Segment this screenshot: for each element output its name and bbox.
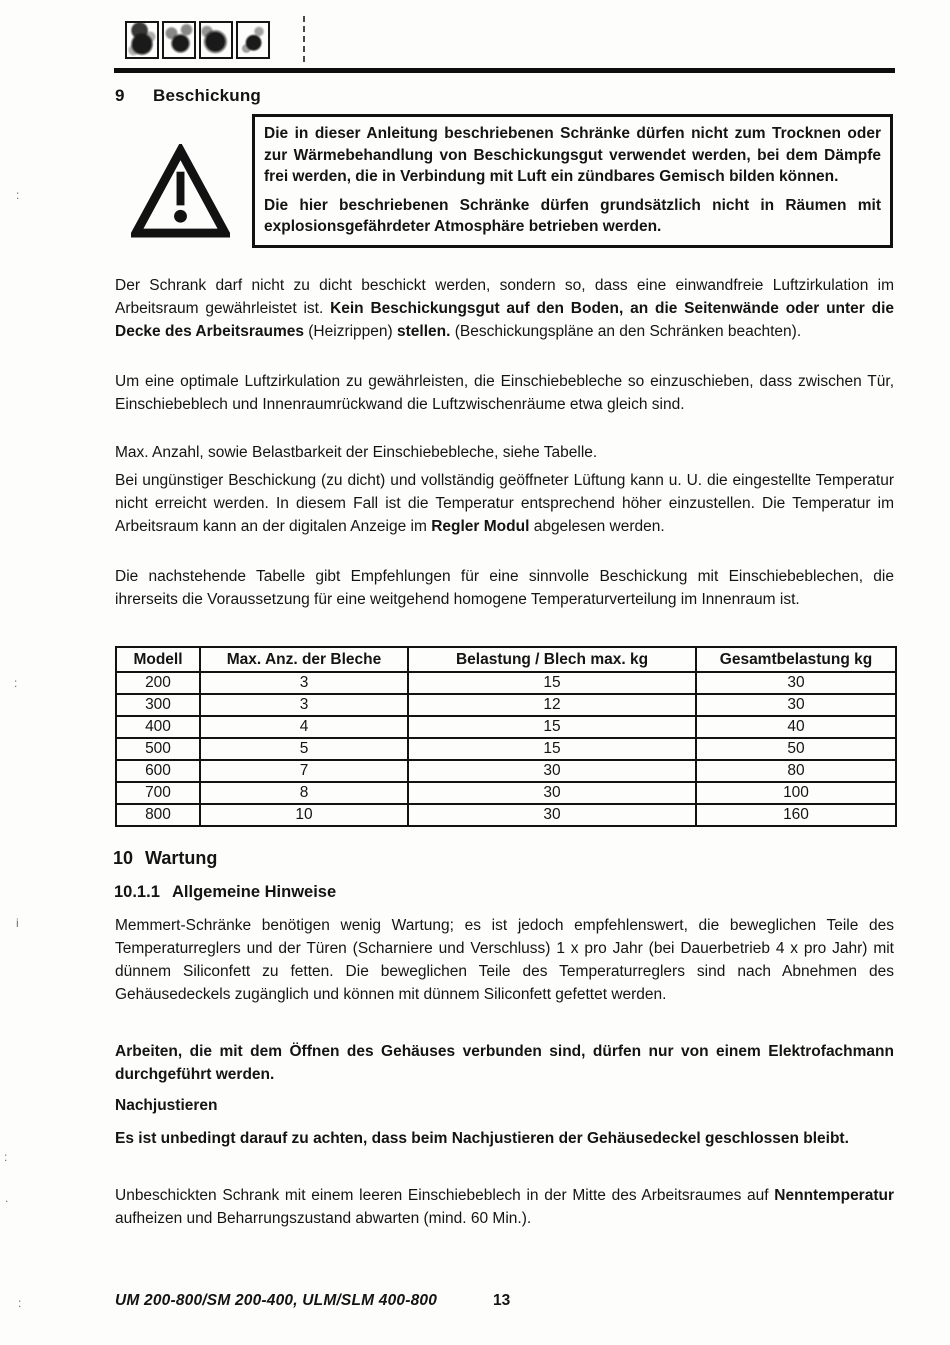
- section-number: 10: [113, 848, 134, 868]
- table-cell: 400: [116, 716, 200, 738]
- table-cell: 800: [116, 804, 200, 826]
- section-heading-beschickung: [115, 86, 261, 106]
- table-cell: 8: [200, 782, 408, 804]
- table-row: [116, 782, 896, 804]
- bold-text-run: Regler Modul: [431, 518, 530, 535]
- scan-artifact-mark: :: [18, 1296, 22, 1310]
- paragraph: [115, 1127, 894, 1150]
- table-header-cell: Belastung / Blech max. kg: [408, 647, 696, 672]
- scan-artifact-mark: :: [4, 1150, 8, 1164]
- text-run: (Heizrippen): [303, 323, 397, 340]
- paragraph: [115, 914, 894, 1006]
- table-cell: 15: [408, 672, 696, 694]
- table-header-row: [116, 647, 896, 672]
- table-cell: 700: [116, 782, 200, 804]
- text-run: Der Schrank darf nicht zu dicht beschickt werden, sondern so, dass eine einwandfreie Luftzirkulation im Arbeitsraum gewährleistet ist.: [115, 277, 894, 317]
- subsection-number: 10.1.1: [114, 883, 160, 901]
- logo-square-icon: [199, 21, 233, 59]
- table-body: [116, 672, 896, 826]
- table-cell: 100: [696, 782, 896, 804]
- table-cell: 600: [116, 760, 200, 782]
- bold-text-run: stellen.: [397, 323, 451, 340]
- warning-triangle-icon: [131, 144, 230, 245]
- bold-text-run: Kein Beschickungsgut auf den Boden, an die Seitenwände oder unter die Decke des Arbeitsraumes: [115, 300, 895, 340]
- table-cell: 3: [200, 694, 408, 716]
- scan-artifact-mark: .: [5, 1191, 9, 1205]
- table-row: [116, 804, 896, 826]
- warning-box: [252, 114, 893, 248]
- paragraph: [115, 469, 894, 538]
- warning-paragraph: Die in dieser Anleitung beschriebenen Schränke dürfen nicht zum Trocknen oder zur Wärmebehandlung von Beschickungsgut verwendet werden, bei dem Dämpfe frei werden, die in Verbindung mit Luft ein zündbares Gemisch bilden können.: [264, 125, 881, 185]
- section-heading-wartung: [113, 848, 217, 869]
- paragraph: [115, 370, 894, 416]
- text-run: (Beschickungspläne an den Schränken beachten).: [450, 323, 802, 340]
- heading-nachjustieren: Nachjustieren: [115, 1097, 218, 1114]
- memmert-logo-icon: [125, 21, 273, 59]
- scan-artifact-mark: :: [16, 188, 20, 202]
- bold-text-run: Arbeiten, die mit dem Öffnen des Gehäuses verbunden sind, dürfen nur von einem Elektrofachmann durchgeführt werden.: [115, 1043, 894, 1083]
- table-cell: 15: [408, 738, 696, 760]
- subsection-heading-allgemeine-hinweise: [114, 883, 336, 902]
- paragraph: [115, 1040, 894, 1086]
- section-title: Beschickung: [153, 86, 262, 105]
- table-header-cell: Modell: [116, 647, 200, 672]
- logo-square-icon: [236, 21, 270, 59]
- table-cell: 4: [200, 716, 408, 738]
- table-cell: 40: [696, 716, 896, 738]
- scan-artifact-dashed-line: [303, 16, 305, 62]
- table-cell: 15: [408, 716, 696, 738]
- text-run: aufheizen und Beharrungszustand abwarten (mind. 60 Min.).: [115, 1210, 532, 1227]
- table-cell: 160: [696, 804, 896, 826]
- logo-square-icon: [162, 21, 196, 59]
- text-run: Memmert-Schränke benötigen wenig Wartung; es ist jedoch empfehlenswert, die beweglichen Teile des Temperaturreglers und der Türen (Scharniere und Verschluss) 1 x pro Jahr (bei Dauerbetrieb 4 x pro Jahr) mit dünnem Siliconfett zu fetten. Die beweglichen Teile des Temperaturreglers sind nach Abnehmen des Gehäusedeckels zugänglich und können mit dünnem Siliconfett gefettet werden.: [115, 917, 894, 1003]
- table-cell: 500: [116, 738, 200, 760]
- bold-text-run: Es ist unbedingt darauf zu achten, dass beim Nachjustieren der Gehäusedeckel geschlossen bleibt.: [115, 1130, 849, 1147]
- table-cell: 10: [200, 804, 408, 826]
- loading-table-wrap: [115, 646, 895, 827]
- table-row: [116, 738, 896, 760]
- table-cell: 30: [408, 782, 696, 804]
- footer-page-number: 13: [493, 1292, 511, 1309]
- table-cell: 30: [696, 672, 896, 694]
- section-title: Wartung: [145, 848, 218, 868]
- table-cell: 5: [200, 738, 408, 760]
- table-row: [116, 716, 896, 738]
- text-run: Unbeschickten Schrank mit einem leeren Einschiebeblech in der Mitte des Arbeitsraumes auf: [115, 1187, 775, 1204]
- paragraph: [115, 565, 894, 611]
- table-cell: 30: [408, 804, 696, 826]
- scan-artifact-mark: i: [16, 916, 19, 930]
- subsection-title: Allgemeine Hinweise: [172, 883, 337, 901]
- text-run: Die nachstehende Tabelle gibt Empfehlungen für eine sinnvolle Beschickung mit Einschiebeblechen, die ihrerseits die Voraussetzung für eine weitgehend homogene Temperaturverteilung im Innenraum ist.: [115, 568, 894, 608]
- table-header-cell: Gesamtbelastung kg: [696, 647, 896, 672]
- paragraph: [115, 1184, 894, 1230]
- table-cell: 300: [116, 694, 200, 716]
- beschickung-table: [115, 646, 897, 827]
- text-run: abgelesen werden.: [529, 518, 665, 535]
- table-cell: 50: [696, 738, 896, 760]
- table-cell: 7: [200, 760, 408, 782]
- table-header-cell: Max. Anz. der Bleche: [200, 647, 408, 672]
- table-cell: 30: [408, 760, 696, 782]
- warning-paragraph: Die hier beschriebenen Schränke dürfen grundsätzlich nicht in Räumen mit explosionsgefährdeter Atmosphäre betrieben werden.: [264, 196, 881, 235]
- bold-text-run: Nenntemperatur: [774, 1187, 894, 1204]
- logo-square-icon: [125, 21, 159, 59]
- section-number: 9: [115, 86, 125, 105]
- text-run: Um eine optimale Luftzirkulation zu gewährleisten, die Einschiebebleche so einzuschieben, dass zwischen Tür, Einschiebeblech und Innenraumrückwand die Luftzwischenräume etwa gleich sind.: [115, 373, 894, 413]
- text-run: Bei ungünstiger Beschickung (zu dicht) und vollständig geöffneter Lüftung kann u. U. die eingestellte Temperatur nicht erreicht werden. In diesem Fall ist die Temperatur entsprechend höher einzustellen. Die Temperatur im Arbeitsraum kann an der digitalen Anzeige im: [115, 472, 894, 535]
- footer-document-reference: UM 200-800/SM 200-400, ULM/SLM 400-800: [115, 1292, 438, 1309]
- table-row: [116, 672, 896, 694]
- scan-artifact-mark: :: [14, 676, 18, 690]
- paragraph: [115, 441, 894, 464]
- paragraph: [115, 274, 894, 343]
- table-cell: 80: [696, 760, 896, 782]
- table-cell: 30: [696, 694, 896, 716]
- table-cell: 12: [408, 694, 696, 716]
- table-row: [116, 694, 896, 716]
- text-run: Max. Anzahl, sowie Belastbarkeit der Einschiebebleche, siehe Tabelle.: [115, 444, 598, 461]
- header-rule: [114, 68, 895, 73]
- table-cell: 3: [200, 672, 408, 694]
- table-row: [116, 760, 896, 782]
- table-cell: 200: [116, 672, 200, 694]
